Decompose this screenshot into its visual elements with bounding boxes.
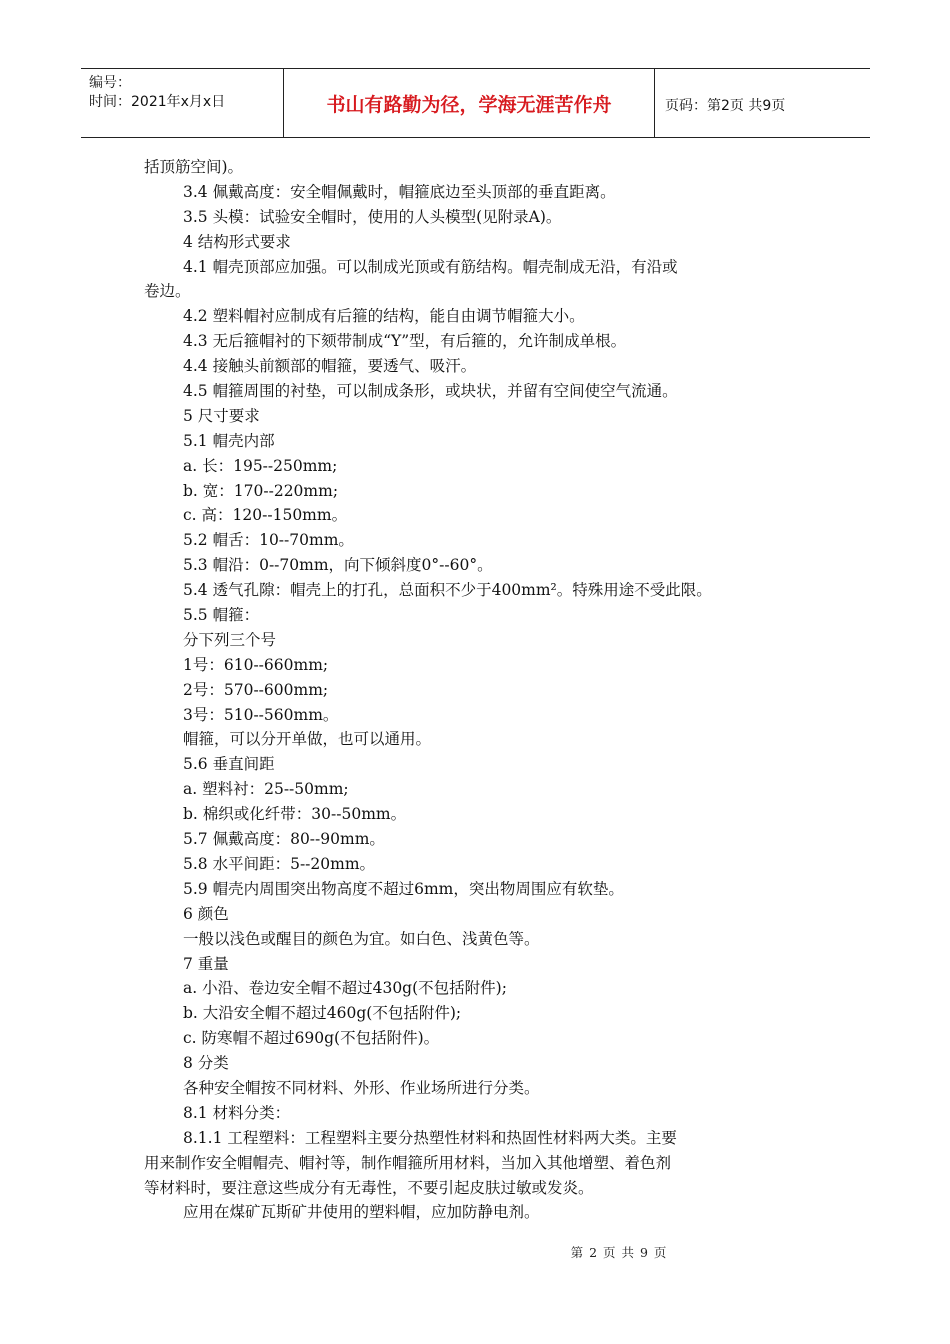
body-line: 5.2 帽舌：10--70mm。 — [183, 531, 354, 550]
body-line: a. 长：195--250mm; — [183, 456, 338, 475]
body-line: 4.1 帽壳顶部应加强。可以制成光顶或有筋结构。帽壳制成无沿，有沿或 — [183, 257, 678, 276]
body-line: a. 小沿、卷边安全帽不超过430g(不包括附件); — [183, 979, 507, 998]
page-footer — [0, 1243, 950, 1261]
body-line: 5.7 佩戴高度：80--90mm。 — [183, 830, 385, 849]
body-line: 5.4 透气孔隙：帽壳上的打孔，总面积不少于400mm²。特殊用途不受此限。 — [183, 581, 712, 600]
page-header — [81, 68, 870, 138]
body-line: 3.5 头模：试验安全帽时，使用的人头模型(见附录A)。 — [183, 207, 562, 226]
header-motto: 书山有路勤为径，学海无涯苦作舟 — [284, 69, 655, 137]
body-line: 一般以浅色或醒目的颜色为宜。如白色、浅黄色等。 — [183, 929, 540, 948]
body-line: c. 防寒帽不超过690g(不包括附件)。 — [183, 1029, 440, 1048]
body-line: 3号：510--560mm。 — [183, 705, 339, 724]
body-line: 7 重量 — [183, 954, 229, 973]
body-line: c. 高：120--150mm。 — [183, 506, 348, 525]
body-line: 5.3 帽沿：0--70mm，向下倾斜度0°--60°。 — [183, 556, 493, 575]
body-line: 5.8 水平间距：5--20mm。 — [183, 854, 376, 873]
body-line: 8.1 材料分类： — [183, 1103, 291, 1122]
body-line: 用来制作安全帽帽壳、帽衬等，制作帽箍所用材料，当加入其他增塑、着色剂 — [144, 1153, 672, 1172]
body-line: 4.4 接触头前额部的帽箍，要透气、吸汗。 — [183, 357, 477, 376]
body-line: 4.3 无后箍帽衬的下颏带制成“Y”型，有后箍的，允许制成单根。 — [183, 332, 627, 351]
body-line: b. 大沿安全帽不超过460g(不包括附件); — [183, 1004, 462, 1023]
body-line: 括顶筋空间)。 — [144, 158, 244, 176]
body-line: b. 宽：170--220mm; — [183, 481, 339, 500]
body-line: a. 塑料衬：25--50mm; — [183, 780, 349, 799]
body-line: 3.4 佩戴高度：安全帽佩戴时，帽箍底边至头顶部的垂直距离。 — [183, 182, 616, 201]
body-line: 5.5 帽箍： — [183, 606, 260, 625]
body-line: 卷边。 — [144, 282, 191, 301]
body-line: 4 结构形式要求 — [183, 232, 291, 251]
body-line: 6 颜色 — [183, 904, 229, 923]
footer-page-number: 第 2 页 共 9 页 — [570, 1245, 668, 1260]
body-line: 帽箍，可以分开单做，也可以通用。 — [183, 730, 432, 749]
body-line: 8.1.1 工程塑料：工程塑料主要分热塑性材料和热固性材料两大类。主要 — [183, 1128, 677, 1147]
body-line: 分下列三个号 — [183, 630, 277, 649]
body-line: b. 棉织或化纤带：30--50mm。 — [183, 805, 407, 824]
body-line: 5.6 垂直间距 — [183, 755, 275, 774]
body-line: 5 尺寸要求 — [183, 406, 260, 425]
header-page-code: 页码：第2页 共9页 — [665, 98, 786, 114]
document-number-label: 编号： — [89, 75, 131, 91]
header-meta-cell — [81, 69, 284, 137]
body-line: 8 分类 — [183, 1054, 229, 1073]
header-page-cell — [655, 69, 870, 137]
document-date: 时间：2021年x月x日 — [89, 94, 226, 110]
body-line: 等材料时，要注意这些成分有无毒性，不要引起皮肤过敏或发炎。 — [144, 1178, 594, 1197]
body-line: 4.5 帽箍周围的衬垫，可以制成条形，或块状，并留有空间使空气流通。 — [183, 382, 678, 401]
body-line: 各种安全帽按不同材料、外形、作业场所进行分类。 — [183, 1078, 540, 1097]
body-line: 2号：570--600mm; — [183, 680, 329, 699]
document-body — [144, 155, 824, 1225]
body-line: 5.9 帽壳内周围突出物高度不超过6mm，突出物周围应有软垫。 — [183, 879, 624, 898]
body-line: 应用在煤矿瓦斯矿井使用的塑料帽，应加防静电剂。 — [183, 1203, 540, 1222]
body-line: 1号：610--660mm; — [183, 655, 329, 674]
body-line: 4.2 塑料帽衬应制成有后箍的结构，能自由调节帽箍大小。 — [183, 307, 585, 326]
body-line: 5.1 帽壳内部 — [183, 431, 275, 450]
